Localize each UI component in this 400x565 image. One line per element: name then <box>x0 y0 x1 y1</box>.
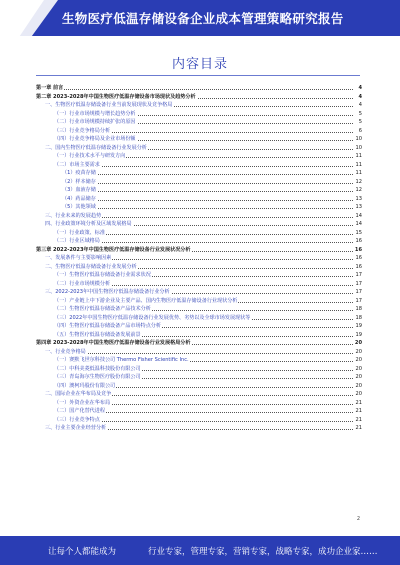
toc-entry-text: （二）中科美菱低温科技股份有限公司 <box>54 365 141 372</box>
toc-entry-page: 17 <box>355 272 362 278</box>
toc-entry-page: 21 <box>355 416 362 423</box>
toc-entry[interactable] <box>36 348 362 357</box>
toc-divider <box>36 75 360 76</box>
toc-entry-page: 11 <box>355 170 362 176</box>
toc-leader-dots <box>62 174 353 175</box>
table-of-contents <box>36 84 362 433</box>
toc-entry-page: 13 <box>355 195 362 202</box>
toc-entry-text: （一）行业市场规模与增长趋势分析 <box>54 110 136 117</box>
toc-entry-page: 4 <box>354 93 362 102</box>
toc-entry[interactable] <box>36 152 362 161</box>
toc-entry[interactable] <box>36 331 362 340</box>
toc-entry[interactable] <box>36 288 362 297</box>
toc-entry[interactable] <box>36 263 362 272</box>
toc-entry-page: 18 <box>355 314 362 321</box>
toc-entry-text: 二、生物医疗低温存储设备行业发展分析 <box>45 263 137 270</box>
document-title: 生物医疗低温存储设备企业成本管理策略研究报告 <box>62 11 344 26</box>
toc-leader-dots <box>62 208 353 209</box>
toc-entry-page: 21 <box>355 425 362 431</box>
toc-entry-page: 14 <box>355 221 362 227</box>
toc-entry-page: 20 <box>355 357 362 363</box>
header-bar <box>0 0 400 36</box>
toc-entry-text: （二）行业市场规模持续扩张的原因 <box>54 119 136 125</box>
toc-leader-dots <box>36 89 353 90</box>
toc-entry[interactable] <box>36 271 362 280</box>
toc-entry-page: 19 <box>355 331 362 338</box>
toc-entry-page: 11 <box>355 161 362 168</box>
toc-entry-text: 第二章 2023-2028年中国生物医疗低温存储设备市场现状及趋势分析 <box>36 93 196 100</box>
toc-entry[interactable] <box>36 178 362 187</box>
toc-entry-page: 15 <box>355 229 362 236</box>
toc-entry[interactable] <box>36 390 362 399</box>
toc-entry-page: 20 <box>354 340 362 346</box>
toc-entry-page: 4 <box>354 101 362 110</box>
toc-entry-text: 一、生物医疗低温存储设备行业当前发展现状及竞争格局 <box>45 102 173 108</box>
toc-entry-page: 20 <box>355 382 362 389</box>
toc-entry[interactable] <box>36 135 362 144</box>
toc-entry[interactable] <box>36 84 362 93</box>
toc-entry[interactable] <box>36 365 362 374</box>
toc-entry-page: 16 <box>355 263 362 270</box>
toc-entry-text: 第四章 2023-2028年中国生物医疗低温存储设备行业发展格局分析 <box>36 340 191 346</box>
toc-entry-text: （二）生物医疗低温存储设备产品技术分析 <box>54 306 151 312</box>
toc-entry-text: （一）赛默飞世尔科技公司 Thermo Fisher Scientific Inc. <box>54 357 189 363</box>
toc-entry-page: 13 <box>355 204 362 210</box>
toc-entry[interactable] <box>36 110 362 119</box>
toc-entry-page: 16 <box>355 238 362 244</box>
toc-entry-page: 20 <box>355 365 362 372</box>
toc-entry[interactable] <box>36 118 362 127</box>
toc-entry-page: 17 <box>355 289 362 295</box>
toc-entry-page: 20 <box>355 391 362 397</box>
toc-entry-text: 一、发展条件与主要影响因素 <box>45 255 112 261</box>
toc-entry-text: 四、行业政策环境分析及区域发展格局 <box>45 221 132 227</box>
toc-entry[interactable] <box>36 416 362 425</box>
toc-entry[interactable] <box>36 220 362 229</box>
toc-entry-page: 5 <box>354 110 362 119</box>
toc-entry-page: 4 <box>354 84 362 93</box>
toc-leader-dots <box>62 191 353 192</box>
toc-entry[interactable] <box>36 229 362 238</box>
toc-entry-text: 一、行业竞争格局 <box>45 348 86 355</box>
toc-entry[interactable] <box>36 186 362 195</box>
toc-entry-text: （4）药品储存 <box>62 195 96 202</box>
toc-entry[interactable] <box>36 237 362 246</box>
toc-entry-page: 17 <box>355 280 362 287</box>
toc-entry-text: （三）行业竞争特点 <box>54 416 100 423</box>
toc-entry-text: （三）2022年中国生物医疗低温存储设备行业发展优势、劣势以及全球市场发展现状等 <box>54 314 251 321</box>
toc-entry-text: （四）行业竞争格局及企业市场份额 <box>54 136 136 142</box>
footer-bar <box>0 536 400 565</box>
toc-entry[interactable] <box>36 356 362 365</box>
toc-leader-dots <box>62 183 353 184</box>
toc-entry-text: 第三章 2022-2023年中国生物医疗低温存储设备行业发展状况分析 <box>36 246 191 253</box>
toc-leader-dots <box>62 200 353 201</box>
toc-entry-text: （一）产业链上中下游企业及主要产品、国内生物医疗低温存储设备行业现状分析 <box>54 297 238 304</box>
toc-entry-page: 6 <box>354 127 362 136</box>
toc-entry-text: 二、国内生物医疗低温存储设备行业发展分析 <box>45 144 147 151</box>
toc-leader-dots <box>45 353 353 354</box>
toc-entry-text: （二）国产化替代进程 <box>54 408 105 414</box>
toc-entry-text: （3）血液存储 <box>62 187 96 193</box>
toc-entry-text: （三）行业竞争格局分析 <box>54 127 111 134</box>
toc-entry-page: 20 <box>355 374 362 380</box>
toc-entry-page: 16 <box>355 255 362 261</box>
toc-entry[interactable] <box>36 246 362 255</box>
toc-entry-text: （二）行业区域格局 <box>54 238 100 244</box>
toc-entry-text: （2）样本储存 <box>62 178 96 185</box>
toc-entry-text: 三、行业未来的发展趋势 <box>45 212 102 219</box>
toc-entry-text: （一）行业政策、标准 <box>54 229 105 236</box>
toc-entry[interactable] <box>36 161 362 170</box>
toc-entry[interactable] <box>36 127 362 136</box>
toc-entry-page: 19 <box>355 323 362 329</box>
footer-slogan: 让每个人都能成为 <box>48 547 117 557</box>
toc-entry-page: 20 <box>355 348 362 355</box>
toc-heading: 内容目录 <box>171 57 228 72</box>
toc-entry[interactable] <box>36 144 362 153</box>
toc-entry-text: 第一章 前言 <box>36 85 64 91</box>
toc-entry-text: （一）外资企业在华布局 <box>54 399 111 406</box>
toc-entry[interactable] <box>36 297 362 306</box>
toc-entry-page: 18 <box>355 306 362 312</box>
toc-entry-text: （二）行业市场规模分析 <box>54 280 111 287</box>
toc-entry-page: 12 <box>355 187 362 193</box>
toc-entry-text: （二）市场主要需求 <box>54 161 100 168</box>
toc-entry[interactable] <box>36 280 362 289</box>
toc-entry-page: 14 <box>355 212 362 219</box>
toc-entry-page: 10 <box>355 136 362 142</box>
toc-entry-page: 21 <box>355 399 362 406</box>
toc-entry[interactable] <box>36 407 362 416</box>
toc-entry-page: 16 <box>354 246 362 253</box>
toc-entry-page: 5 <box>354 118 362 127</box>
toc-entry-text: （1）疫苗存储 <box>62 170 96 176</box>
toc-entry-text: （四）澳柯玛股份有限公司 <box>54 382 116 389</box>
toc-entry-text: （三）青岛海尔生物医疗股份有限公司 <box>54 374 141 380</box>
toc-entry-text: 三、2022-2023年中国生物医疗低温存储设备行业分析 <box>45 289 170 295</box>
toc-entry-page: 11 <box>355 153 362 159</box>
toc-entry[interactable] <box>36 195 362 204</box>
toc-entry-page: 21 <box>355 408 362 414</box>
toc-entry[interactable] <box>36 203 362 212</box>
toc-entry[interactable] <box>36 101 362 110</box>
toc-entry[interactable] <box>36 169 362 178</box>
toc-entry[interactable] <box>36 322 362 331</box>
toc-entry-text: （5）其他领域 <box>62 204 96 210</box>
toc-entry[interactable] <box>36 339 362 348</box>
toc-entry[interactable] <box>36 382 362 391</box>
page-number: 2 <box>356 516 360 522</box>
toc-entry-page: 17 <box>355 297 362 304</box>
toc-entry-text: （五）生物医疗低温存储设备发展前景 <box>54 331 141 338</box>
toc-entry-text: （一）生物医疗低温存储设备行业需求状况 <box>54 272 151 278</box>
toc-entry[interactable] <box>36 373 362 382</box>
toc-entry[interactable] <box>36 399 362 408</box>
toc-entry-text: （一）行业技术水平与研发方向 <box>54 153 126 159</box>
toc-entry[interactable] <box>36 424 362 433</box>
toc-entry-page: 10 <box>355 144 362 151</box>
toc-entry[interactable] <box>36 314 362 323</box>
toc-entry[interactable] <box>36 254 362 263</box>
toc-entry-text: （四）生物医疗低温存储设备产品市场特点分析 <box>54 323 161 329</box>
toc-entry[interactable] <box>36 93 362 102</box>
footer-tagline: 行业专家，管理专家，营销专家，战略专家，成功企业家…… <box>148 547 378 557</box>
toc-entry-text: 二、国际企业在华布局及竞争 <box>45 391 112 397</box>
toc-entry-text: 三、行业主要企业经营分析 <box>45 425 107 431</box>
toc-entry[interactable] <box>36 305 362 314</box>
toc-entry-page: 12 <box>355 178 362 185</box>
toc-entry[interactable] <box>36 212 362 221</box>
